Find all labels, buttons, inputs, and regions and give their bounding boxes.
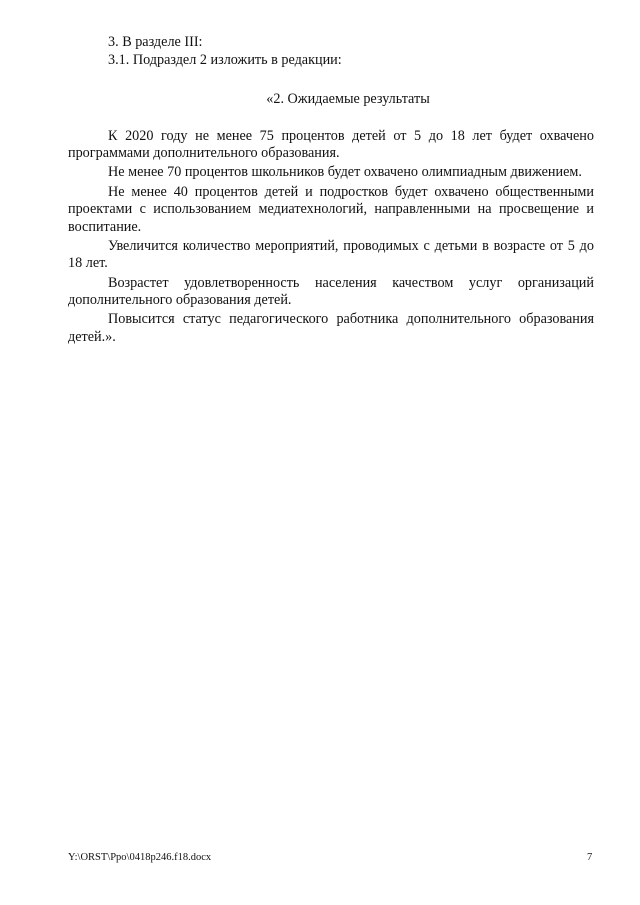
section-amendment-line: 3. В разделе III: xyxy=(108,34,203,50)
paragraph-events: Увеличится количество мероприятий, проводимых с детьми в возрасте от 5 до 18 лет. xyxy=(68,237,594,272)
paragraph-olympiad: Не менее 70 процентов школьников будет охвачено олимпиадным движением. xyxy=(108,164,582,181)
document-body xyxy=(68,34,594,348)
paragraph-enrollment: К 2020 году не менее 75 процентов детей от 5 до 18 лет будет охвачено программами дополнительного образования. xyxy=(68,127,594,162)
paragraph-teacher-status: Повысится статус педагогического работника дополнительного образования детей.». xyxy=(68,311,594,345)
section-title: «2. Ожидаемые результаты xyxy=(266,91,430,108)
paragraph-media-projects: Не менее 40 процентов детей и подростков будет охвачено общественными проектами с использованием медиатехнологий, направленными на просвещение и воспитание. xyxy=(68,183,594,235)
footer-page-number: 7 xyxy=(587,852,593,863)
paragraph-satisfaction: Возрастет удовлетворенность населения качеством услуг организаций дополнительного образования детей. xyxy=(68,274,594,309)
footer-file-path: Y:\ORST\Ppo\0418p246.f18.docx xyxy=(68,852,212,863)
subsection-amendment-line: 3.1. Подраздел 2 изложить в редакции: xyxy=(108,51,342,68)
